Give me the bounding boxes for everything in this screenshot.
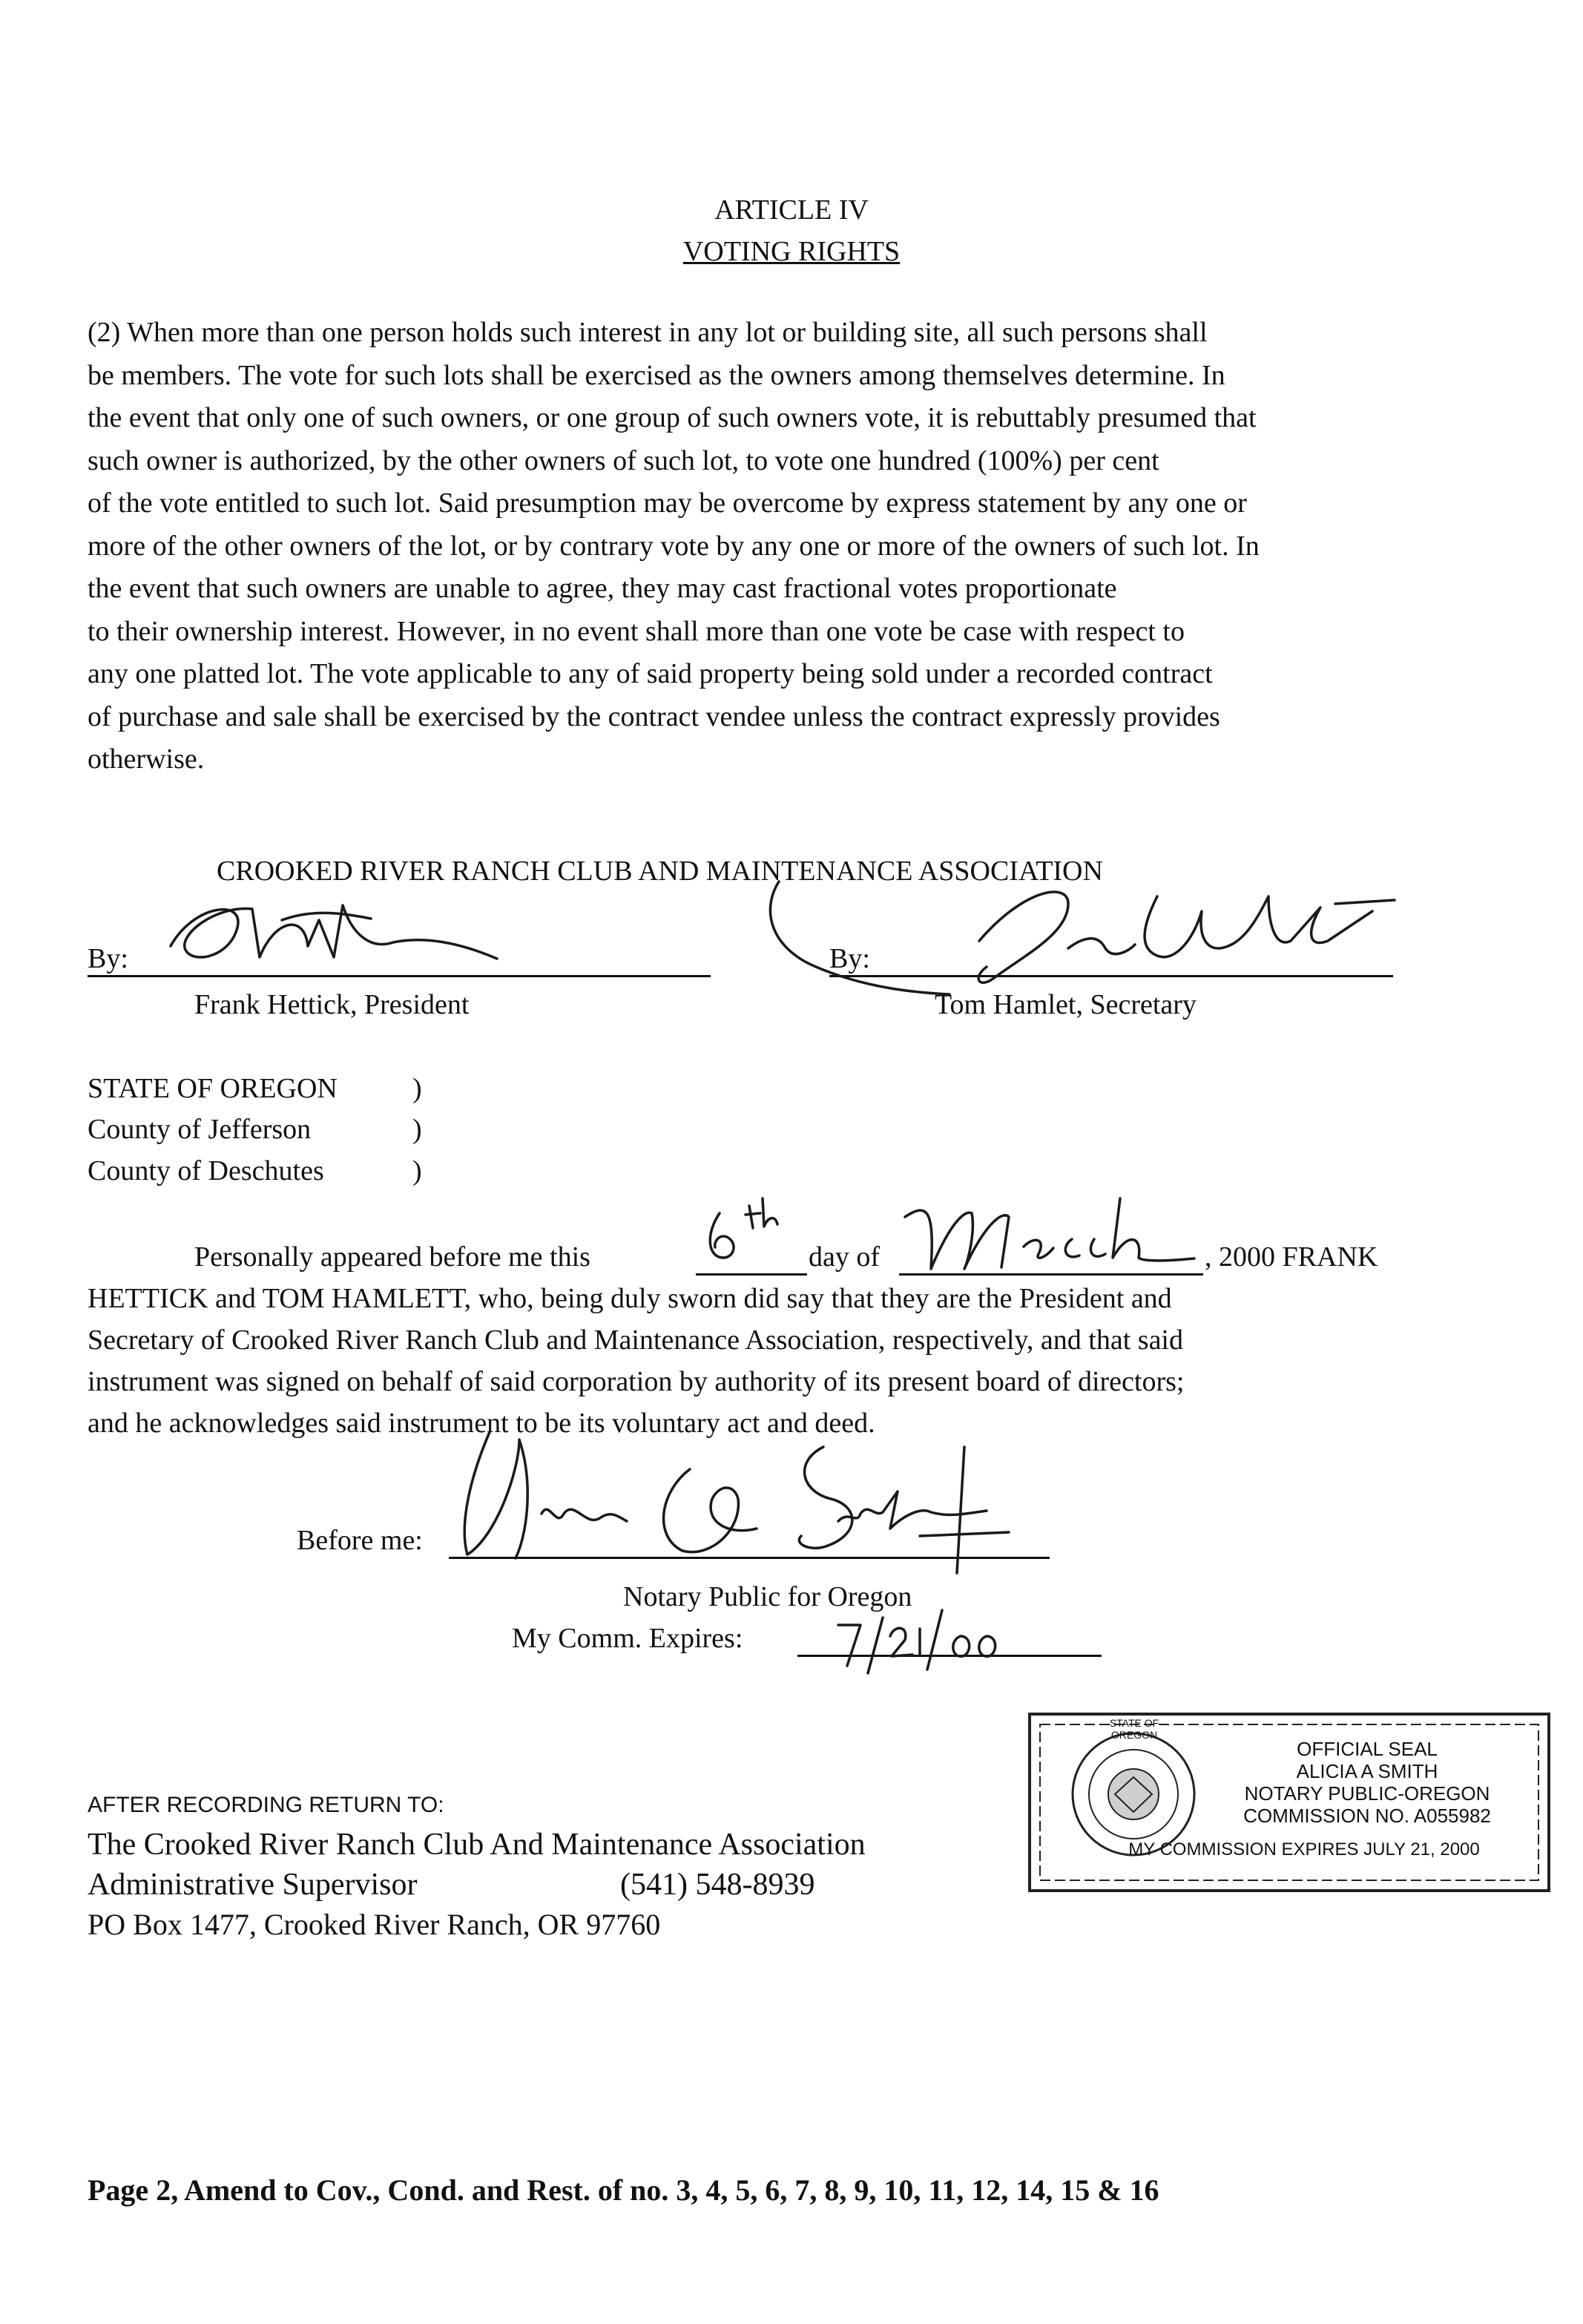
- article-number: ARTICLE IV: [714, 194, 869, 226]
- body-line: the event that only one of such owners, or one group of such owners vote, it is rebuttably presumed that: [88, 402, 1257, 433]
- voting-rights-paragraph: [88, 312, 1512, 781]
- venue-state: STATE OF OREGON: [88, 1073, 338, 1104]
- article-title-wrap: [0, 233, 1583, 270]
- organization-name: CROOKED RIVER RANCH CLUB AND MAINTENANCE ASSOCIATION: [217, 856, 1103, 887]
- body-line: be members. The vote for such lots shall be exercised as the owners among themselves determine. In: [88, 359, 1225, 391]
- signer-2-name: Tom Hamlet, Secretary: [935, 989, 1197, 1020]
- ack-line-1c: , 2000 FRANK: [1205, 1241, 1378, 1273]
- notary-title: Notary Public for Oregon: [623, 1581, 912, 1612]
- seal-line-5: MY COMMISSION EXPIRES JULY 21, 2000: [1128, 1839, 1480, 1859]
- body-line: of purchase and sale shall be exercised by the contract vendee unless the contract expressly provides: [88, 700, 1220, 732]
- return-title: Administrative Supervisor: [88, 1868, 418, 1902]
- expires-handwritten: [809, 1595, 1001, 1677]
- body-line: such owner is authorized, by the other owners of such lot, to vote one hundred (100%) per cent: [88, 444, 1159, 476]
- seal-line-1: OFFICIAL SEAL: [1297, 1738, 1438, 1760]
- page-footer: Page 2, Amend to Cov., Cond. and Rest. of no. 3, 4, 5, 6, 7, 8, 9, 10, 11, 12, 14, 15 & 16: [88, 2173, 1159, 2207]
- ack-line-2: HETTICK and TOM HAMLETT, who, being duly sworn did say that they are the President and: [88, 1283, 1172, 1314]
- return-org: The Crooked River Ranch Club And Maintenance Association: [88, 1828, 866, 1862]
- before-me-label: Before me:: [297, 1525, 423, 1556]
- return-label: AFTER RECORDING RETURN TO:: [88, 1793, 444, 1817]
- ack-line-4: instrument was signed on behalf of said corporation by authority of its present board of directors;: [88, 1366, 1185, 1397]
- signature-frank-hettick: [148, 876, 534, 987]
- return-phone: (541) 548-8939: [620, 1868, 815, 1902]
- day-handwritten: [690, 1184, 801, 1273]
- month-handwritten: [898, 1187, 1209, 1276]
- signature-tom-hamlet: [757, 867, 1409, 1008]
- venue-paren: ): [412, 1073, 422, 1104]
- article-title: VOTING RIGHTS: [682, 236, 901, 267]
- venue-paren: ): [412, 1114, 422, 1145]
- seal-line-3: NOTARY PUBLIC-OREGON: [1244, 1782, 1490, 1805]
- seal-emblem-text: STATE OF OREGON: [1109, 1717, 1159, 1741]
- comm-expires-label: My Comm. Expires:: [512, 1623, 743, 1654]
- body-line: any one platted lot. The vote applicable to any of said property being sold under a recorded contract: [88, 658, 1213, 689]
- ack-line-3: Secretary of Crooked River Ranch Club and Maintenance Association, respectively, and that said: [88, 1325, 1183, 1356]
- body-line: the event that such owners are unable to agree, they may cast fractional votes proportionate: [88, 573, 1117, 604]
- day-blank: [696, 1273, 807, 1276]
- notary-seal: [1022, 1707, 1556, 1898]
- body-line: (2) When more than one person holds such interest in any lot or building site, all such persons shall: [88, 317, 1208, 348]
- body-line: of the vote entitled to such lot. Said presumption may be overcome by express statement by any one or: [88, 488, 1247, 519]
- signer-1-name: Frank Hettick, President: [194, 989, 470, 1020]
- by-label-2: By:: [829, 943, 870, 974]
- ack-line-5: and he acknowledges said instrument to be its voluntary act and deed.: [88, 1408, 875, 1439]
- seal-line-4: COMMISSION NO. A055982: [1243, 1805, 1491, 1827]
- body-line: to their ownership interest. However, in no event shall more than one vote be case with respect to: [88, 615, 1185, 647]
- ack-line-1b: day of: [809, 1241, 881, 1273]
- venue-county-jefferson: County of Jefferson: [88, 1114, 312, 1145]
- by-label-1: By:: [88, 943, 128, 974]
- body-line: otherwise.: [88, 744, 205, 775]
- seal-line-2: ALICIA A SMITH: [1296, 1760, 1438, 1782]
- body-line: more of the other owners of the lot, or by contrary vote by any one or more of the owners of such lot. In: [88, 530, 1260, 562]
- venue-paren: ): [412, 1155, 422, 1186]
- venue-county-deschutes: County of Deschutes: [88, 1155, 324, 1186]
- ack-line-1a: Personally appeared before me this: [194, 1241, 590, 1273]
- signature-alicia-smith: [445, 1425, 1024, 1603]
- return-address: PO Box 1477, Crooked River Ranch, OR 97760: [88, 1908, 661, 1941]
